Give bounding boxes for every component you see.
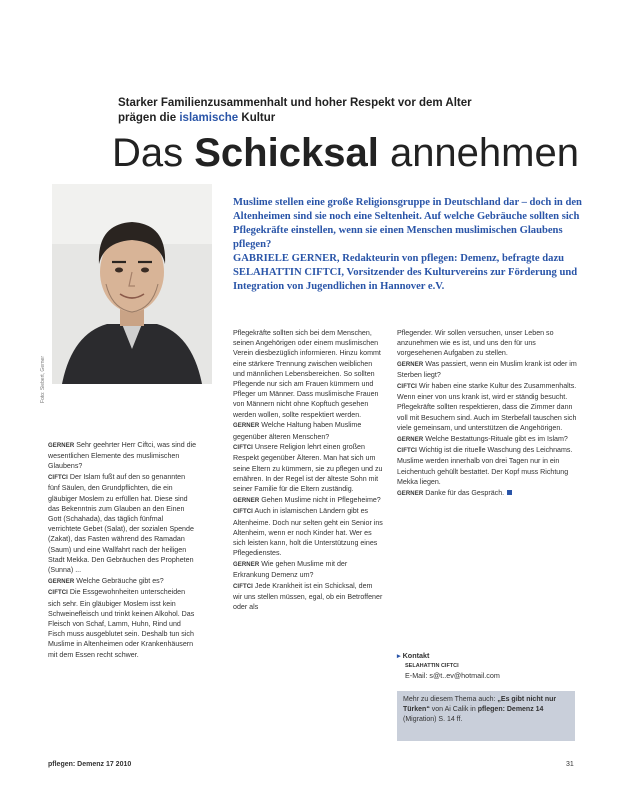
paragraph-text: Auch in islamischen Ländern gibt es Altenheime. Doch nur selten geht ein Senior ins Altenheim, wenn er noch Kinder hat. Wer es sich leisten kann, holt die Unterstützung eines Pflegedienstes. bbox=[233, 507, 383, 558]
interview-paragraph bbox=[48, 440, 198, 472]
interviewee-photo bbox=[52, 184, 212, 384]
speaker-label: GERNER bbox=[48, 443, 75, 449]
page-number: 31 bbox=[566, 761, 574, 768]
reference-text: (Migration) S. 14 ff. bbox=[403, 716, 463, 723]
speaker-label: GERNER bbox=[233, 423, 260, 430]
speaker-label: GERNER bbox=[397, 436, 424, 443]
interview-paragraph bbox=[233, 495, 383, 506]
title-part: Das bbox=[112, 131, 195, 175]
article-title bbox=[112, 130, 579, 176]
reference-magazine: pflegen: Demenz 14 bbox=[477, 706, 544, 713]
interview-paragraph bbox=[233, 420, 383, 441]
paragraph-text: Pflegender. Wir sollen versuchen, unser Leben so anzunehmen wie es ist, und uns den für uns vorgesehenen Aufgaben zu stellen. bbox=[397, 329, 554, 358]
interview-paragraph bbox=[48, 576, 198, 587]
kicker-text: Kultur bbox=[238, 112, 276, 124]
paragraph-text: Gehen Muslime nicht in Pflegeheime? bbox=[261, 495, 381, 504]
contact-email-link[interactable]: E-Mail: s@t..ev@hotmail.com bbox=[405, 671, 500, 680]
text-column-3 bbox=[397, 328, 577, 499]
text-column-1 bbox=[48, 440, 198, 660]
paragraph-text: Unsere Religion lehrt einen großen Respekt gegenüber Älteren. Man hat sich um seine Eltern zu kümmern, sie zu pflegen und zu ernähren. In der Regel ist der älteste Sohn mit seiner Familie für die Eltern zuständig. bbox=[233, 443, 383, 494]
speaker-label: GERNER bbox=[233, 497, 260, 504]
speaker-label: CIFTCI bbox=[233, 509, 253, 516]
lead-byline: GABRIELE GERNER, Redakteurin von pflegen: Demenz, befragte dazu SELAHATTIN CIFTCI, Vorsitzender des Kulturvereins zur Förderung und Integration von Jugendlichen in Hannover e.V. bbox=[233, 253, 578, 292]
kicker-line-2 bbox=[118, 111, 548, 126]
interview-paragraph bbox=[397, 434, 577, 445]
reference-text: Mehr zu diesem Thema auch: bbox=[403, 696, 498, 703]
paragraph-text: Welche Gebräuche gibt es? bbox=[76, 576, 164, 585]
interview-paragraph bbox=[397, 381, 577, 433]
speaker-label: CIFTCI bbox=[233, 583, 253, 590]
speaker-label: GERNER bbox=[233, 561, 260, 568]
triangle-right-icon: ▸ bbox=[397, 651, 401, 660]
speaker-label: CIFTCI bbox=[233, 445, 253, 452]
interview-paragraph bbox=[48, 587, 198, 659]
portrait-illustration bbox=[52, 184, 212, 384]
paragraph-text: Sehr geehrter Herr Ciftci, was sind die wesentlichen Elemente des muslimischen Glaubens? bbox=[48, 441, 197, 471]
speaker-label: CIFTCI bbox=[397, 384, 417, 391]
interview-paragraph bbox=[233, 506, 383, 558]
speaker-label: GERNER bbox=[397, 490, 424, 497]
contact-box bbox=[397, 651, 577, 681]
lead-paragraph bbox=[233, 196, 588, 294]
speaker-label: CIFTCI bbox=[48, 475, 68, 482]
interview-paragraph bbox=[397, 488, 577, 499]
paragraph-text: Pflegekräfte sollten sich bei dem Menschen, seinen Angehörigen oder einem muslimischen Verein diesbezüglich informieren. Hinzu kommt eine stärkere Trennung zwischen weiblichen und männlichen Lebensbereichen. So sollten Pflegende nur sich am Frauen kümmern und Pfleger um Männer. Dass muslimische Frauen von Männern nicht ohne Kopftuch gesehen werden wollen, sollte respektiert werden. bbox=[233, 329, 381, 419]
interview-paragraph bbox=[233, 442, 383, 494]
speaker-label: CIFTCI bbox=[397, 448, 417, 455]
speaker-label: CIFTCI bbox=[48, 590, 68, 597]
reference-box bbox=[397, 691, 575, 741]
kicker-text: prägen die bbox=[118, 112, 180, 124]
contact-heading-text: Kontakt bbox=[402, 651, 430, 660]
paragraph-text: Was passiert, wenn ein Muslim krank ist oder im Sterben liegt? bbox=[397, 360, 577, 380]
footer-magazine-issue: pflegen: Demenz 17 2010 bbox=[48, 761, 132, 768]
end-of-article-square-icon bbox=[507, 490, 512, 495]
interview-paragraph bbox=[397, 359, 577, 380]
speaker-label: GERNER bbox=[397, 362, 424, 369]
interview-paragraph bbox=[397, 445, 577, 487]
kicker-highlight: islamische bbox=[179, 112, 239, 124]
kicker bbox=[118, 96, 548, 126]
interview-paragraph bbox=[233, 581, 383, 613]
title-part: annehmen bbox=[378, 131, 579, 175]
paragraph-text: Danke für das Gespräch. bbox=[425, 488, 505, 497]
paragraph-text: Wir haben eine starke Kultur des Zusammenhalts. Wenn einer von uns krank ist, wird er ständig besucht. Pflegekräfte sollten respektieren, dass die Zimmer dann voll mit Besuchern sind. Auch im Sterbefall tauschen sich viele gemeinsam, und unterstützen die Angehörigen. bbox=[397, 382, 577, 432]
lead-question: Muslime stellen eine große Religionsgruppe in Deutschland dar – doch in den Altenheimen sind sie noch eine Seltenheit. Auf welche Gebräuche sollten sich Pflegekräfte einstellen, wenn sie einen Menschen muslimischen Glaubens pflegen? bbox=[233, 197, 582, 250]
contact-heading bbox=[397, 651, 577, 661]
text-column-2 bbox=[233, 328, 383, 613]
paragraph-text: Welche Bestattungs-Rituale gibt es im Islam? bbox=[425, 434, 568, 443]
interview-paragraph bbox=[48, 472, 198, 575]
kicker-line-1: Starker Familienzusammenhalt und hoher Respekt vor dem Alter bbox=[118, 97, 472, 109]
paragraph-text: Welche Haltung haben Muslime gegenüber älteren Menschen? bbox=[233, 421, 362, 441]
interview-paragraph bbox=[233, 328, 383, 420]
interview-paragraph bbox=[233, 559, 383, 580]
paragraph-text: Wie gehen Muslime mit der Erkrankung Demenz um? bbox=[233, 559, 348, 580]
paragraph-text: Die Essgewohnheiten unterscheiden sich sehr. Ein gläubiger Moslem isst kein Schweinefleisch und trinkt keinen Alkohol. Das Fleisch von Schaf, Lamm, Huhn, Rind und Fisch muss ausgeblutet sein. Deshalb tun sich Muslime in Altenheimen oder Krankenhäusern mit dem Essen recht schwer. bbox=[48, 588, 195, 659]
contact-name: SELAHATTIN CIFTCI bbox=[405, 663, 459, 669]
speaker-label: GERNER bbox=[48, 578, 75, 585]
paragraph-text: Der Islam fußt auf den so genannten fünf Säulen, den Grundpflichten, die ein gläubiger Moslem zu erfüllen hat. Diese sind das Bekenntnis zum Glauben an den Einen Gott (Schahada), das täglich fünfmal verrichtete Gebet (Salat), der sozialen Spende (Zakat), das Fasten während des Ramadan (Saum) und eine Wallfahrt nach der heiligen Stadt Mekka. Den Gebräuchen des Propheten (Sunna) ... bbox=[48, 473, 194, 574]
paragraph-text: Wichtig ist die rituelle Waschung des Leichnams. Muslime werden innerhalb von drei Tagen nur in ein Leichentuch gehüllt bestattet. Der Kopf muss Richtung Mekka liegen. bbox=[397, 446, 573, 486]
interview-paragraph bbox=[397, 328, 577, 359]
reference-title: „Es gibt nicht nur Türken“ bbox=[403, 696, 557, 713]
title-part-bold: Schicksal bbox=[194, 131, 379, 175]
reference-text: von Ai Calik in bbox=[429, 706, 478, 713]
paragraph-text: Jede Krankheit ist ein Schicksal, dem wir uns stellen müssen, egal, ob ein Betroffener oder als bbox=[233, 581, 383, 612]
photo-credit: Foto: Siebert, Gerner bbox=[40, 356, 46, 403]
